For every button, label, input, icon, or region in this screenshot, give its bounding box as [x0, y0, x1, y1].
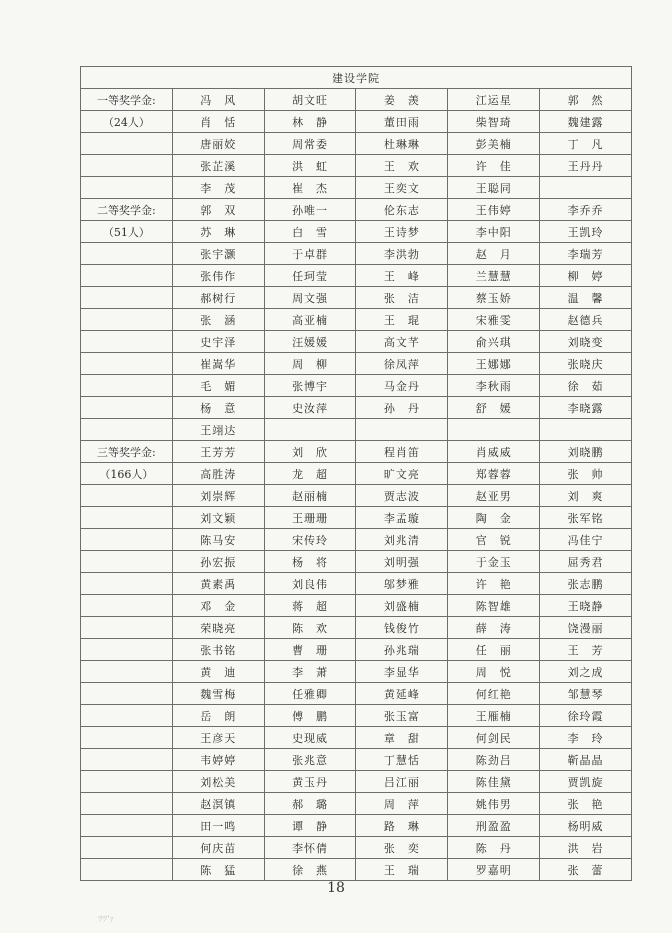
award-title: 二等奖学金:: [81, 199, 173, 221]
table-row: [81, 815, 632, 837]
student-name: 张晓庆: [540, 353, 632, 375]
student-name: 陈 丹: [448, 837, 540, 859]
student-name: 刘兆清: [356, 529, 448, 551]
empty-cell: [81, 419, 173, 441]
student-name: 田一鸣: [172, 815, 264, 837]
college-header-row: [81, 67, 632, 89]
empty-cell: [81, 243, 173, 265]
student-name: 李中阳: [448, 221, 540, 243]
table-row: [81, 375, 632, 397]
student-name: 周 萍: [356, 793, 448, 815]
student-name: 郑蓉蓉: [448, 463, 540, 485]
student-name: 刘明强: [356, 551, 448, 573]
student-name: 罗嘉明: [448, 859, 540, 881]
student-name: [356, 419, 448, 441]
empty-cell: [81, 177, 173, 199]
student-name: 韦婷婷: [172, 749, 264, 771]
student-name: 肖威威: [448, 441, 540, 463]
student-name: 张 涵: [172, 309, 264, 331]
student-name: 周 悦: [448, 661, 540, 683]
student-name: 王 峰: [356, 265, 448, 287]
student-name: 王 芳: [540, 639, 632, 661]
award-count: （166人）: [81, 463, 173, 485]
table-row: [81, 89, 632, 111]
student-name: 钱俊竹: [356, 617, 448, 639]
table-row: [81, 441, 632, 463]
student-name: 蔡玉娇: [448, 287, 540, 309]
student-name: 汪媛媛: [264, 331, 356, 353]
student-name: 孙兆瑞: [356, 639, 448, 661]
student-name: 刑盈盈: [448, 815, 540, 837]
empty-cell: [81, 727, 173, 749]
table-row: [81, 287, 632, 309]
student-name: 肖 恬: [172, 111, 264, 133]
student-name: 章 甜: [356, 727, 448, 749]
student-name: 史汝萍: [264, 397, 356, 419]
student-name: 柳 婷: [540, 265, 632, 287]
table-row: [81, 353, 632, 375]
student-name: 王 琨: [356, 309, 448, 331]
student-name: 李 玲: [540, 727, 632, 749]
student-name: 柴智琦: [448, 111, 540, 133]
student-name: 冯 风: [172, 89, 264, 111]
student-name: 岳 朗: [172, 705, 264, 727]
student-name: 杜琳琳: [356, 133, 448, 155]
student-name: 徐凤萍: [356, 353, 448, 375]
empty-cell: [81, 661, 173, 683]
student-name: 邓 金: [172, 595, 264, 617]
student-name: 王聪同: [448, 177, 540, 199]
student-name: 官 锐: [448, 529, 540, 551]
student-name: 胡文旺: [264, 89, 356, 111]
student-name: 傅 鹏: [264, 705, 356, 727]
student-name: 白 雪: [264, 221, 356, 243]
table-row: [81, 111, 632, 133]
empty-cell: [81, 705, 173, 727]
student-name: 张 帅: [540, 463, 632, 485]
student-name: 王彦天: [172, 727, 264, 749]
student-name: 姚伟男: [448, 793, 540, 815]
student-name: 王伟婷: [448, 199, 540, 221]
student-name: 曹 珊: [264, 639, 356, 661]
student-name: 温 馨: [540, 287, 632, 309]
table-row: [81, 221, 632, 243]
student-name: 李显华: [356, 661, 448, 683]
student-name: 荣晓亮: [172, 617, 264, 639]
table-row: [81, 771, 632, 793]
student-name: 高亚楠: [264, 309, 356, 331]
student-name: 张书铭: [172, 639, 264, 661]
student-name: 李洪勃: [356, 243, 448, 265]
student-name: 宋雅雯: [448, 309, 540, 331]
table-row: [81, 463, 632, 485]
student-name: 许 佳: [448, 155, 540, 177]
student-name: 张 洁: [356, 287, 448, 309]
student-name: 陈智雄: [448, 595, 540, 617]
student-name: 李乔乔: [540, 199, 632, 221]
empty-cell: [81, 749, 173, 771]
student-name: 饶漫丽: [540, 617, 632, 639]
student-name: 刘文颖: [172, 507, 264, 529]
student-name: 张伟作: [172, 265, 264, 287]
award-title: 三等奖学金:: [81, 441, 173, 463]
student-name: 黄延峰: [356, 683, 448, 705]
empty-cell: [81, 639, 173, 661]
empty-cell: [81, 309, 173, 331]
student-name: [448, 419, 540, 441]
empty-cell: [81, 859, 173, 881]
student-name: 崔 杰: [264, 177, 356, 199]
student-name: 陈劲吕: [448, 749, 540, 771]
student-name: 陈佳黛: [448, 771, 540, 793]
table-row: [81, 573, 632, 595]
student-name: 郝树行: [172, 287, 264, 309]
table-row: [81, 683, 632, 705]
student-name: 张兆意: [264, 749, 356, 771]
student-name: 张博宇: [264, 375, 356, 397]
student-name: 李 萧: [264, 661, 356, 683]
student-name: 郭 然: [540, 89, 632, 111]
student-name: 李秋雨: [448, 375, 540, 397]
student-name: 李孟璇: [356, 507, 448, 529]
student-name: 王珊珊: [264, 507, 356, 529]
empty-cell: [81, 353, 173, 375]
table-row: [81, 617, 632, 639]
table-row: [81, 705, 632, 727]
student-name: 陶 金: [448, 507, 540, 529]
student-name: 王丹丹: [540, 155, 632, 177]
student-name: 吕江丽: [356, 771, 448, 793]
empty-cell: [81, 683, 173, 705]
student-name: 黄玉丹: [264, 771, 356, 793]
student-name: 刘崇辉: [172, 485, 264, 507]
student-name: 任珂莹: [264, 265, 356, 287]
student-name: 张玉富: [356, 705, 448, 727]
student-name: 张 奕: [356, 837, 448, 859]
table-row: [81, 661, 632, 683]
student-name: 赵亚男: [448, 485, 540, 507]
student-name: [540, 177, 632, 199]
student-name: 路 琳: [356, 815, 448, 837]
scholarship-table: [80, 66, 632, 881]
student-name: 黄素禹: [172, 573, 264, 595]
table-row: [81, 155, 632, 177]
student-name: 邹慧琴: [540, 683, 632, 705]
student-name: 王芳芳: [172, 441, 264, 463]
student-name: 刘 欣: [264, 441, 356, 463]
empty-cell: [81, 551, 173, 573]
student-name: 孙唯一: [264, 199, 356, 221]
student-name: 伦东志: [356, 199, 448, 221]
student-name: 丁 凡: [540, 133, 632, 155]
student-name: 谭 静: [264, 815, 356, 837]
student-name: 徐 燕: [264, 859, 356, 881]
student-name: 高胜涛: [172, 463, 264, 485]
student-name: 靳晶晶: [540, 749, 632, 771]
empty-cell: [81, 793, 173, 815]
student-name: 彭美楠: [448, 133, 540, 155]
student-name: 张 蕾: [540, 859, 632, 881]
student-name: 马金丹: [356, 375, 448, 397]
corner-mark: ﾂﾂ'ｧ: [98, 915, 114, 925]
college-title: 建设学院: [81, 67, 632, 89]
student-name: 苏 琳: [172, 221, 264, 243]
student-name: 洪 虹: [264, 155, 356, 177]
student-name: 孙 丹: [356, 397, 448, 419]
table-row: [81, 331, 632, 353]
student-name: 杨 将: [264, 551, 356, 573]
student-name: 刘松美: [172, 771, 264, 793]
student-name: 张芷溪: [172, 155, 264, 177]
student-name: 王晓静: [540, 595, 632, 617]
table-row: [81, 595, 632, 617]
student-name: 陈马安: [172, 529, 264, 551]
student-name: 洪 岩: [540, 837, 632, 859]
table-row: [81, 551, 632, 573]
table-row: [81, 749, 632, 771]
empty-cell: [81, 595, 173, 617]
student-name: 王雁楠: [448, 705, 540, 727]
student-name: 张 艳: [540, 793, 632, 815]
student-name: 任 丽: [448, 639, 540, 661]
student-name: 刘盛楠: [356, 595, 448, 617]
table-row: [81, 397, 632, 419]
table-row: [81, 793, 632, 815]
table-row: [81, 837, 632, 859]
student-name: 姜 羡: [356, 89, 448, 111]
student-name: 俞兴琪: [448, 331, 540, 353]
student-name: 陈 欢: [264, 617, 356, 639]
student-name: 孙宏振: [172, 551, 264, 573]
student-name: 王 瑞: [356, 859, 448, 881]
student-name: 郭 双: [172, 199, 264, 221]
student-name: 杨 意: [172, 397, 264, 419]
student-name: 高文芊: [356, 331, 448, 353]
empty-cell: [81, 507, 173, 529]
empty-cell: [81, 485, 173, 507]
student-name: 史宇泽: [172, 331, 264, 353]
student-name: 刘晓鹏: [540, 441, 632, 463]
student-name: 龙 超: [264, 463, 356, 485]
student-name: 赵丽楠: [264, 485, 356, 507]
student-name: 何红艳: [448, 683, 540, 705]
student-name: 王娜娜: [448, 353, 540, 375]
empty-cell: [81, 573, 173, 595]
student-name: 屈秀君: [540, 551, 632, 573]
empty-cell: [81, 617, 173, 639]
empty-cell: [81, 771, 173, 793]
student-name: 王奕文: [356, 177, 448, 199]
student-name: 赵 月: [448, 243, 540, 265]
student-name: 张志鹏: [540, 573, 632, 595]
student-name: 魏雪梅: [172, 683, 264, 705]
student-name: 丁慧恬: [356, 749, 448, 771]
student-name: 周文强: [264, 287, 356, 309]
student-name: 周 柳: [264, 353, 356, 375]
student-name: 郝 璐: [264, 793, 356, 815]
student-name: 舒 媛: [448, 397, 540, 419]
student-name: 何剑民: [448, 727, 540, 749]
student-name: 唐丽姣: [172, 133, 264, 155]
student-name: 李怀倩: [264, 837, 356, 859]
student-name: 王诗梦: [356, 221, 448, 243]
student-name: 许 艳: [448, 573, 540, 595]
empty-cell: [81, 287, 173, 309]
student-name: 王凯玲: [540, 221, 632, 243]
student-name: 任雅卿: [264, 683, 356, 705]
table-row: [81, 243, 632, 265]
empty-cell: [81, 331, 173, 353]
student-name: 史现威: [264, 727, 356, 749]
table-row: [81, 529, 632, 551]
student-name: 刘 爽: [540, 485, 632, 507]
student-name: 黄 迪: [172, 661, 264, 683]
student-name: 徐玲霞: [540, 705, 632, 727]
student-name: 于卓群: [264, 243, 356, 265]
empty-cell: [81, 155, 173, 177]
empty-cell: [81, 265, 173, 287]
table-row: [81, 199, 632, 221]
student-name: 刘晓变: [540, 331, 632, 353]
empty-cell: [81, 375, 173, 397]
table-row: [81, 133, 632, 155]
table-row: [81, 859, 632, 881]
student-name: 周常委: [264, 133, 356, 155]
student-name: 于金玉: [448, 551, 540, 573]
student-name: 贾凯旋: [540, 771, 632, 793]
student-name: 董田雨: [356, 111, 448, 133]
student-name: 蒋 超: [264, 595, 356, 617]
student-name: 何庆苗: [172, 837, 264, 859]
student-name: 兰慧慧: [448, 265, 540, 287]
table-row: [81, 485, 632, 507]
table-row: [81, 639, 632, 661]
student-name: 刘之成: [540, 661, 632, 683]
student-name: 崔嵩华: [172, 353, 264, 375]
student-name: 王 欢: [356, 155, 448, 177]
student-name: 邬梦雅: [356, 573, 448, 595]
student-name: 贾志波: [356, 485, 448, 507]
empty-cell: [81, 837, 173, 859]
student-name: [264, 419, 356, 441]
student-name: 宋传玲: [264, 529, 356, 551]
page-number: 18: [327, 880, 345, 896]
table-row: [81, 309, 632, 331]
student-name: 王翊达: [172, 419, 264, 441]
student-name: 冯佳宁: [540, 529, 632, 551]
student-name: 林 静: [264, 111, 356, 133]
table-row: [81, 177, 632, 199]
award-title: 一等奖学金:: [81, 89, 173, 111]
student-name: 旷文亮: [356, 463, 448, 485]
student-name: 张军铭: [540, 507, 632, 529]
student-name: 薛 涛: [448, 617, 540, 639]
student-name: 徐 茹: [540, 375, 632, 397]
student-name: 刘良伟: [264, 573, 356, 595]
student-name: 毛 媚: [172, 375, 264, 397]
student-name: 赵德兵: [540, 309, 632, 331]
empty-cell: [81, 133, 173, 155]
student-name: 程肖笛: [356, 441, 448, 463]
scholarship-table-body: [81, 67, 632, 881]
student-name: 陈 猛: [172, 859, 264, 881]
table-row: [81, 419, 632, 441]
table-row: [81, 507, 632, 529]
student-name: 李 茂: [172, 177, 264, 199]
table-row: [81, 265, 632, 287]
student-name: 江运星: [448, 89, 540, 111]
student-name: 张宇灏: [172, 243, 264, 265]
student-name: [540, 419, 632, 441]
student-name: 赵溟镇: [172, 793, 264, 815]
empty-cell: [81, 529, 173, 551]
award-count: （51人）: [81, 221, 173, 243]
student-name: 魏建露: [540, 111, 632, 133]
student-name: 杨明威: [540, 815, 632, 837]
empty-cell: [81, 815, 173, 837]
student-name: 李晓露: [540, 397, 632, 419]
student-name: 李瑞芳: [540, 243, 632, 265]
empty-cell: [81, 397, 173, 419]
award-count: （24人）: [81, 111, 173, 133]
table-row: [81, 727, 632, 749]
